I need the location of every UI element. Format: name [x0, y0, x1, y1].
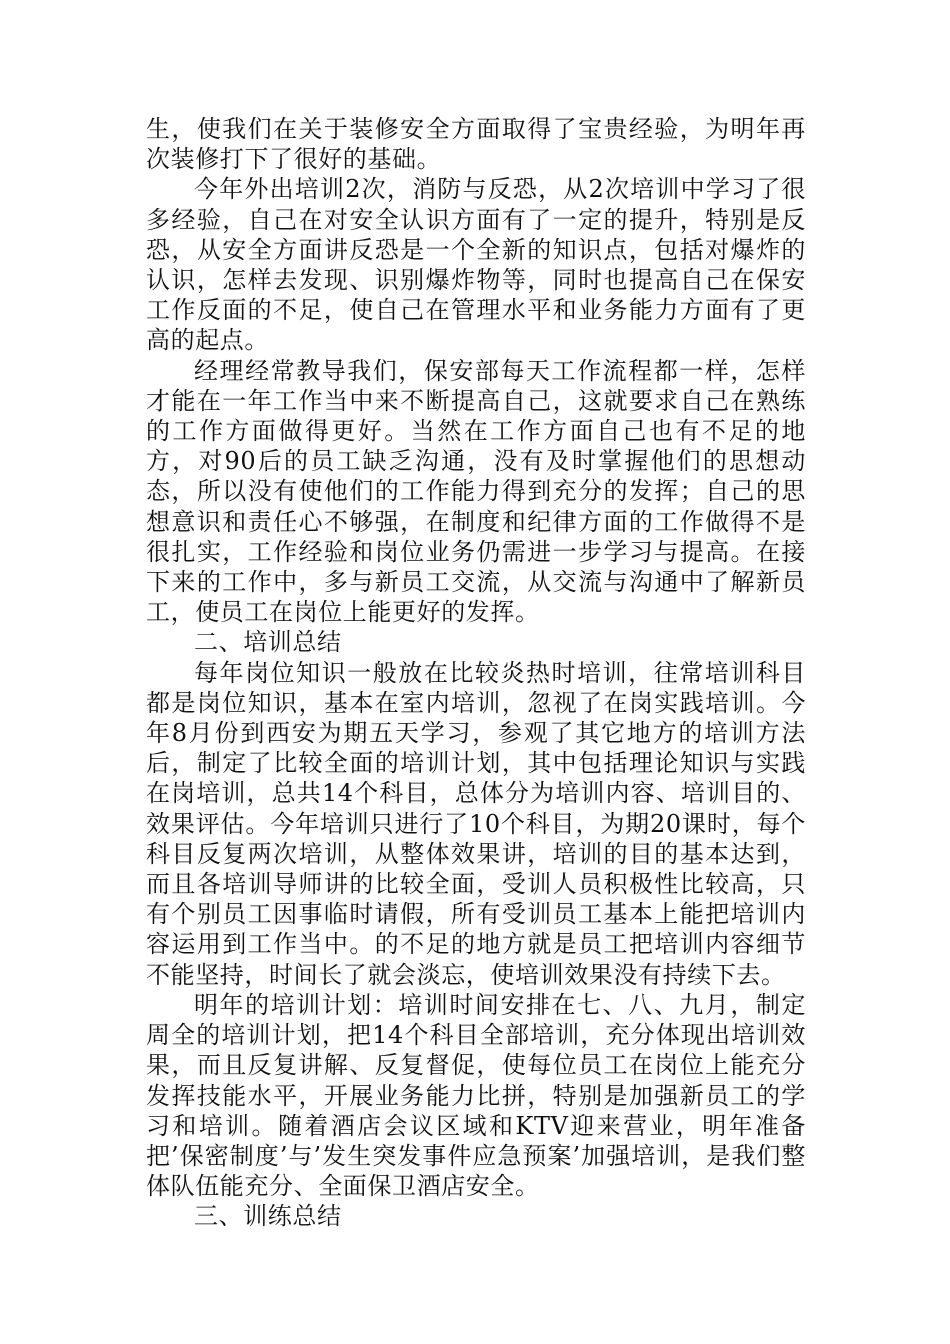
section-heading-training-summary: 二、培训总结: [194, 628, 342, 657]
paragraph-manager-guidance: 经理经常教导我们，保安部每天工作流程都一样，怎样才能在一年工作当中来不断提高自己，这就要求自己在熟练的工作方面做得更好。当然在工作方面自己也有不足的地方，对90后的员工缺乏沟通，没有及时掌握他们的思想动态，所以没有使他们的工作能力得到充分的发挥；自己的思想意识和责任心不够强，在制度和纪律方面的工作做得不是很扎实，工作经验和岗位业务仍需进一步学习与提高。在接下来的工作中，多与新员工交流，从交流与沟通中了解新员工，使员工在岗位上能更好的发挥。: [146, 356, 806, 627]
paragraph-training-review: 每年岗位知识一般放在比较炎热时培训，往常培训科目都是岗位知识，基本在室内培训，忽视了在岗实践培训。今年8月份到西安为期五天学习，参观了其它地方的培训方法后，制定了比较全面的培训计划，其中包括理论知识与实践在岗培训，总共14个科目，总体分为培训内容、培训目的、效果评估。今年培训只进行了10个科目，为期20课时，每个科目反复两次培训，从整体效果讲，培训的目的基本达到，而且各培训导师讲的比较全面，受训人员积极性比较高，只有个别员工因事临时请假，所有受训员工基本上能把培训内容运用到工作当中。的不足的地方就是员工把培训内容细节不能坚持，时间长了就会淡忘，使培训效果没有持续下去。: [146, 658, 806, 989]
paragraph-training-plan: 明年的培训计划：培训时间安排在七、八、九月，制定周全的培训计划，把14个科目全部培训，充分体现出培训效果，而且反复讲解、反复督促，使每位员工在岗位上能充分发挥技能水平，开展业务能力比拼，特别是加强新员工的学习和培训。随着酒店会议区域和KTV迎来营业，明年准备把’保密制度’与’发生突发事件应急预案’加强培训，是我们整体队伍能充分、全面保卫酒店安全。: [146, 990, 806, 1201]
document-page: [146, 114, 806, 1232]
section-heading-drill-summary: 三、训练总结: [194, 1202, 342, 1231]
paragraph-external-training: 今年外出培训2次，消防与反恐，从2次培训中学习了很多经验，自己在对安全认识方面有了一定的提升，特别是反恐，从安全方面讲反恐是一个全新的知识点，包括对爆炸的认识，怎样去发现、识别爆炸物等，同时也提高自己在保安工作反面的不足，使自己在管理水平和业务能力方面有了更高的起点。: [146, 175, 806, 355]
paragraph-continuation: 生，使我们在关于装修安全方面取得了宝贵经验，为明年再次装修打下了很好的基础。: [146, 115, 806, 174]
